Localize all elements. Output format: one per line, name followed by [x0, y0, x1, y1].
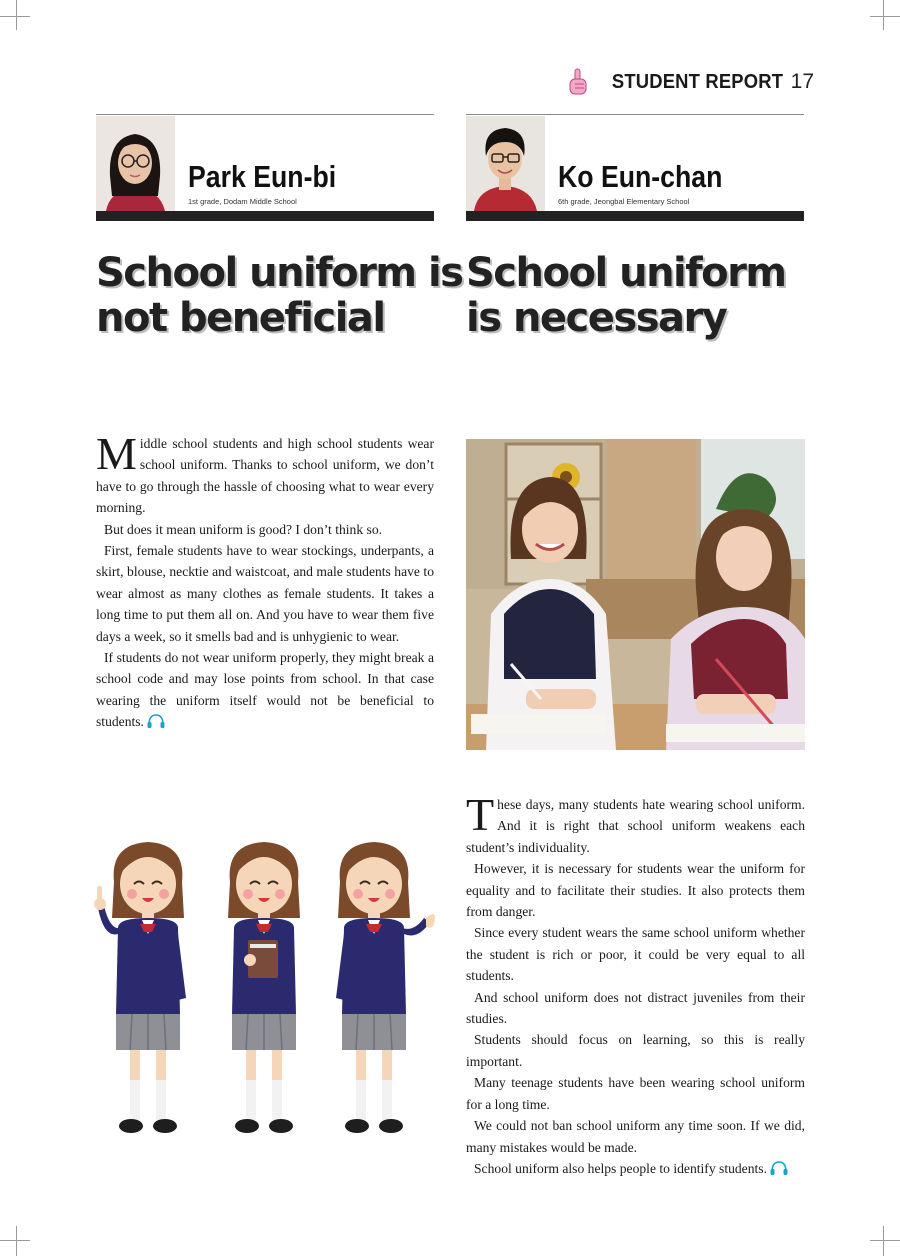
paragraph: And school uniform does not distract juveniles from their studies. [466, 989, 805, 1027]
paragraph: These days, many students hate wearing school uniform. And it is right that school uniform weakens each student’s individuality. [466, 789, 805, 855]
crop-mark [870, 16, 900, 17]
classroom-photo [466, 439, 805, 750]
crop-mark [870, 1240, 900, 1241]
headphones-icon [770, 1161, 788, 1175]
page-header [567, 68, 815, 96]
right-column [466, 114, 804, 341]
paragraph: Many teenage students have been wearing school uniform for a long time. [466, 1075, 805, 1112]
uniform-cartoon-illustration [86, 838, 446, 1138]
author-name: Ko Eun-chan [558, 159, 723, 194]
crop-mark [883, 0, 884, 30]
author-block [466, 115, 804, 211]
section-title: STUDENT REPORT [611, 70, 783, 93]
article-title: School uniform is necessary [466, 250, 786, 341]
paragraph: School uniform also helps people to identify students. [466, 1158, 805, 1179]
author-name: Park Eun-bi [188, 159, 337, 194]
paragraph: First, female students have to wear stockings, underpants, a skirt, blouse, necktie and waistcoat, and male students have to wear almost as many clothes as female students. It takes a long time to put them all on. And you have to wear them five days a week, so it smells bad and is unhygienic to wear. [96, 543, 434, 644]
paragraph: If students do not wear uniform properly, they might break a school code and may lose points from school. In that case wearing the uniform itself would not be beneficial to students. [96, 650, 434, 730]
headphones-icon [147, 714, 165, 728]
crop-mark [0, 16, 30, 17]
cartoon-girl [228, 842, 300, 1133]
pointing-hand-icon [567, 68, 589, 96]
drop-cap: T [466, 789, 495, 840]
divider-thick [96, 211, 434, 221]
article-body [96, 428, 434, 733]
crop-mark [16, 1226, 17, 1256]
author-photo [96, 116, 175, 211]
paragraph: We could not ban school uniform any time soon. If we did, many mistakes would be made. [466, 1118, 805, 1155]
author-school: 6th grade, Jeongbal Elementary School [558, 197, 690, 206]
cartoon-girl [94, 842, 186, 1133]
paragraph: But does it mean uniform is good? I don’t think so. [104, 521, 383, 537]
paragraph: Middle school students and high school students wear school uniform. Thanks to school uniform, we don’t have to go through the hassle of choosing what to wear every morning. [96, 428, 434, 516]
article-body [466, 789, 805, 1179]
drop-cap: M [96, 428, 137, 479]
cartoon-girl [336, 842, 435, 1133]
author-block [96, 115, 434, 211]
divider-thick [466, 211, 804, 221]
author-school: 1st grade, Dodam Middle School [188, 197, 297, 206]
crop-mark [0, 1240, 30, 1241]
paragraph: Since every student wears the same school uniform whether the student is rich or poor, it could be very equal to all students. [466, 925, 805, 984]
paragraph: However, it is necessary for students wear the uniform for equality and to facilitate their studies. It also protects them from danger. [466, 861, 805, 920]
left-column [96, 114, 463, 341]
crop-mark [883, 1226, 884, 1256]
article-title: School uniform is not beneficial [96, 250, 463, 341]
page-number: 17 [790, 70, 814, 93]
author-photo [466, 116, 545, 211]
crop-mark [16, 0, 17, 30]
paragraph: Students should focus on learning, so this is really important. [466, 1032, 805, 1069]
